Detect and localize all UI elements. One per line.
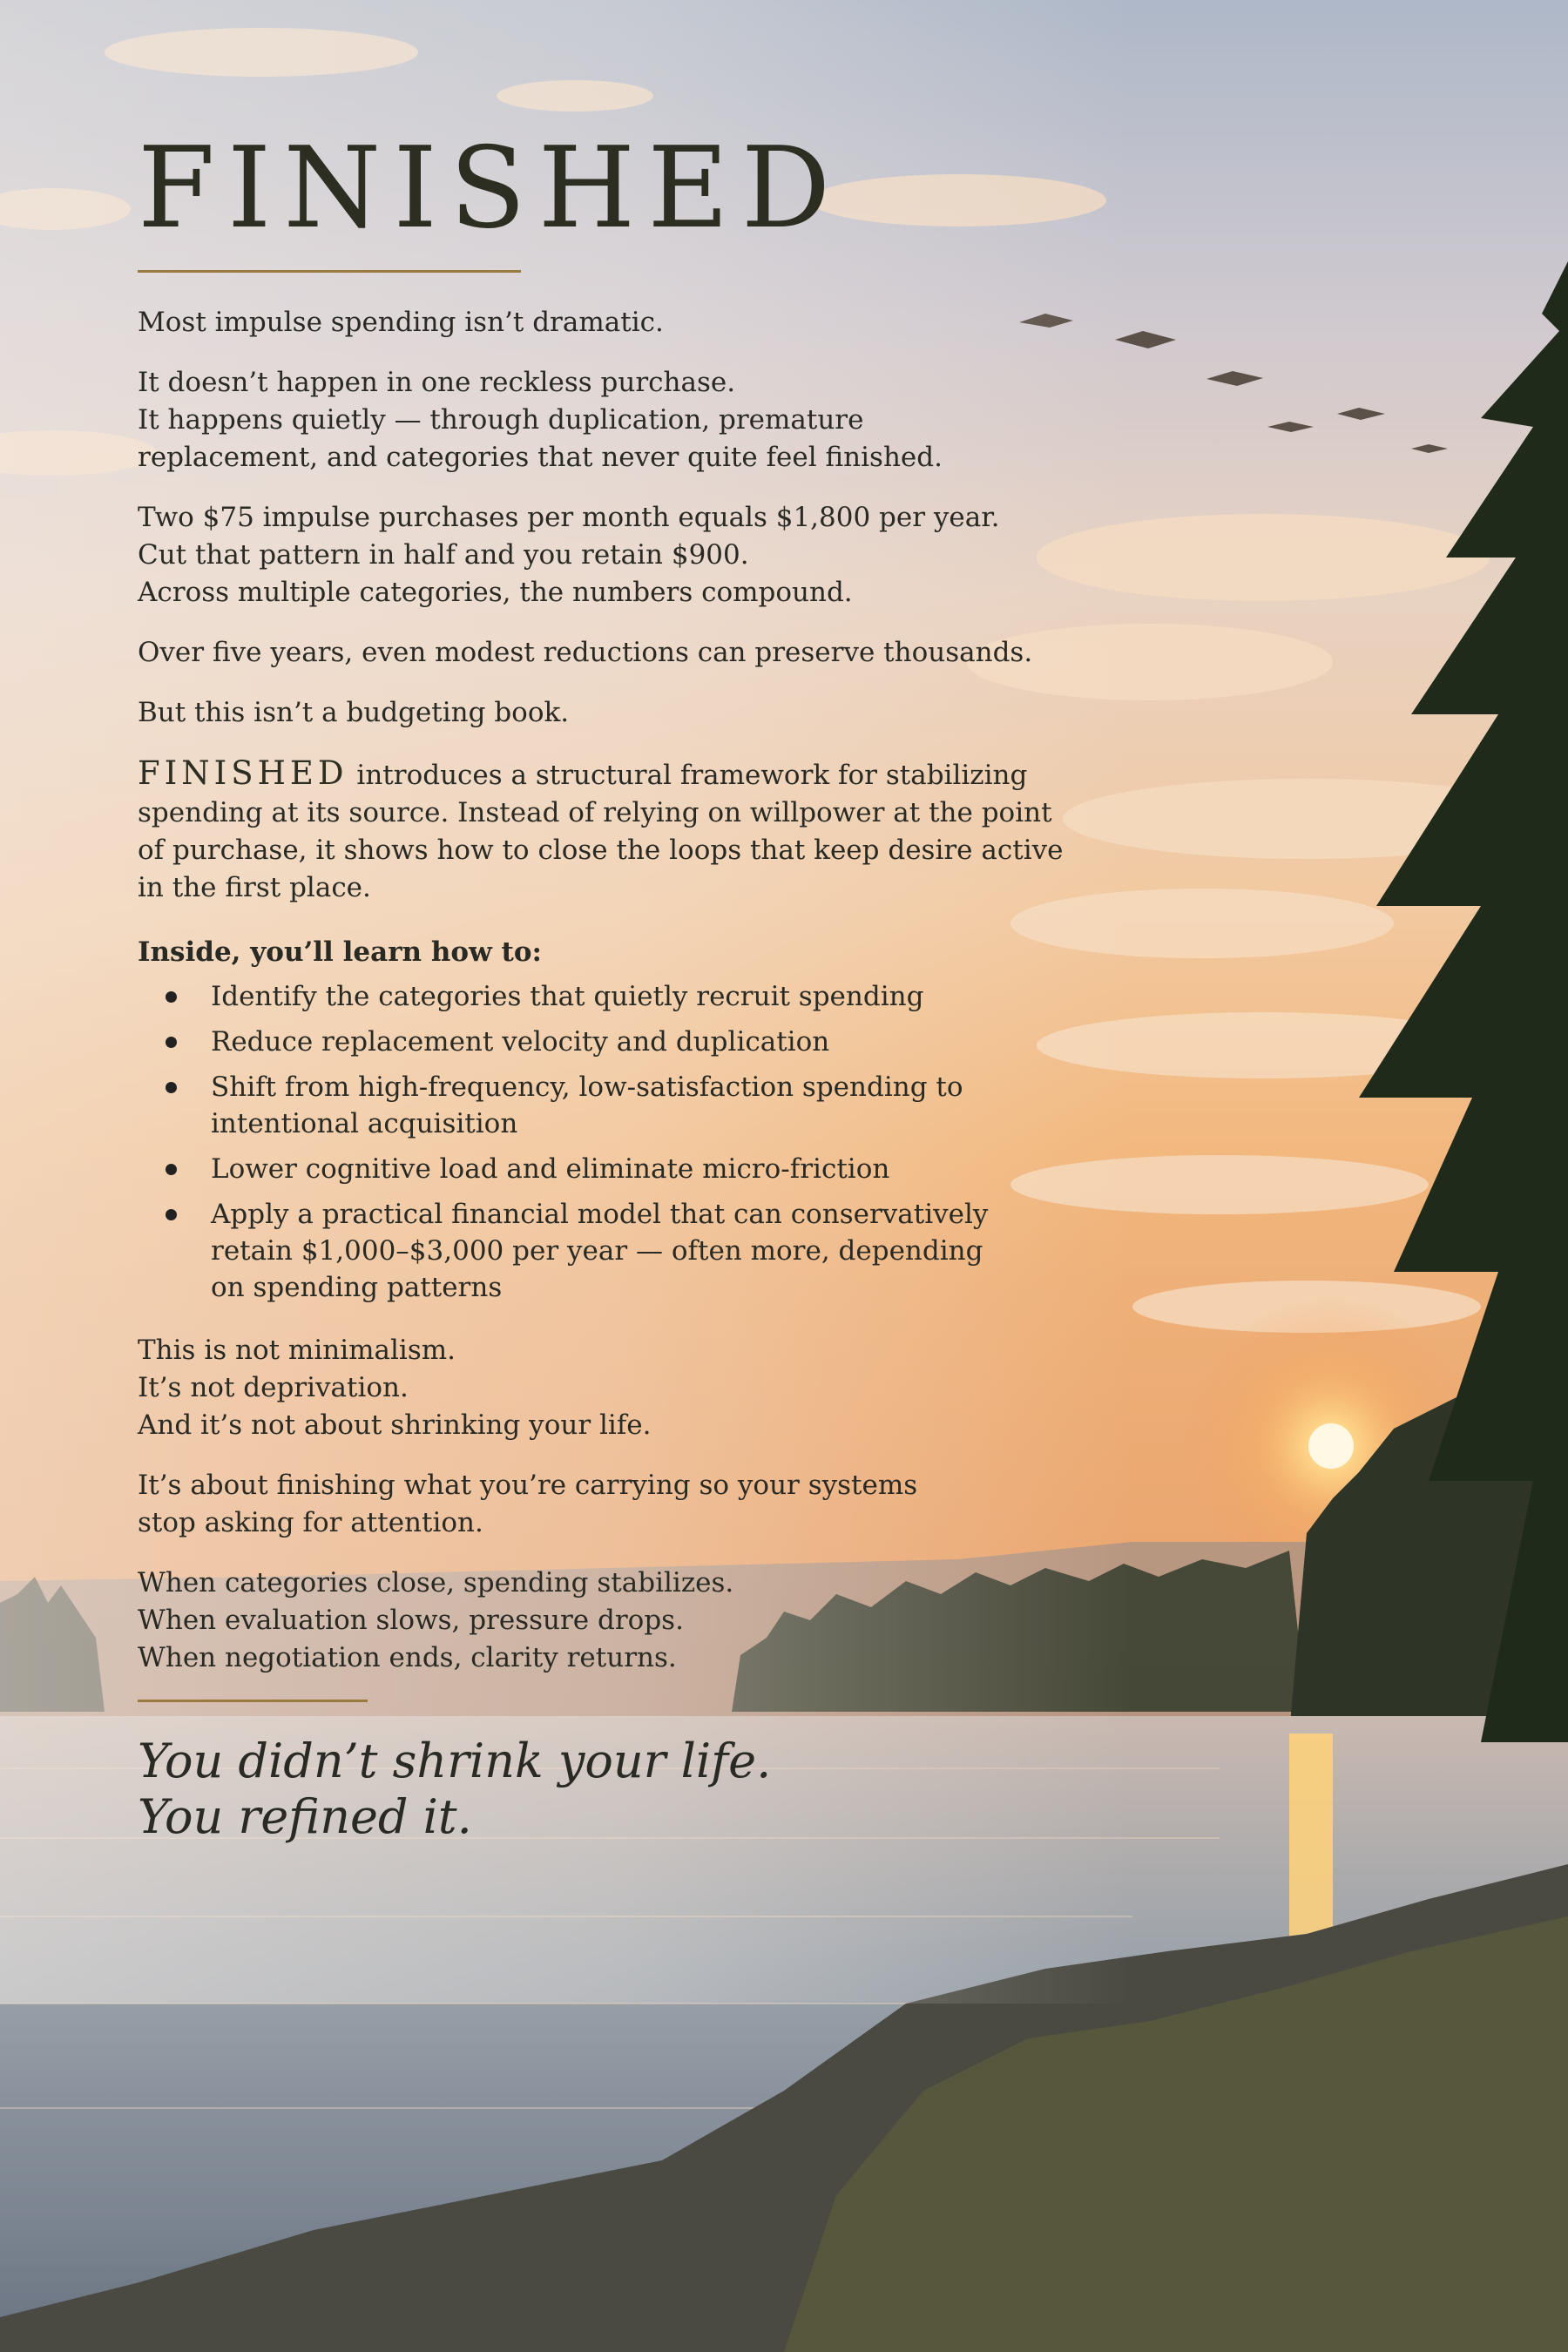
list-item-line: Identify the categories that quietly recruit spending [211,981,924,1013]
bullet-icon [166,1082,177,1093]
intro-paragraph-line: replacement, and categories that never quite feel finished. [138,442,943,474]
intro-paragraph-line: It doesn’t happen in one reckless purchase. [138,367,736,399]
framework-line: of purchase, it shows how to close the loops that keep desire active [138,835,1064,867]
intro-paragraph-line: It happens quietly — through duplication, premature [138,404,864,436]
outro-paragraph [138,1332,1087,1444]
intro-paragraph [138,499,1087,612]
inside-heading: Inside, you’ll learn how to: [138,936,543,969]
outro-paragraph-line: It’s about finishing what you’re carrying so your systems [138,1470,918,1502]
outro-paragraph-line: When evaluation slows, pressure drops. [138,1605,684,1637]
closing-quote [138,1734,1087,1845]
list-item-line: on spending patterns [211,1272,503,1304]
list-item [138,1069,1087,1142]
intro-paragraph-line: Two $75 impulse purchases per month equals $1,800 per year. [138,502,1000,534]
list-item-line: Shift from high-frequency, low-satisfaction spending to [211,1071,963,1104]
outro-paragraph-line: And it’s not about shrinking your life. [138,1409,652,1442]
list-item-line: Apply a practical financial model that can conservatively [211,1199,989,1231]
bullet-icon [166,1164,177,1175]
bullet-icon [166,1037,177,1048]
list-item-line: retain $1,000–$3,000 per year — often more, depending [211,1235,983,1267]
list-item [138,1196,1087,1306]
intro-paragraph [138,364,1087,476]
intro-paragraph-line: Over five years, even modest reductions can preserve thousands. [138,637,1033,669]
list-item-line: intentional acquisition [211,1108,518,1140]
framework-line: in the first place. [138,872,371,904]
divider-bottom [138,1700,368,1702]
outro-paragraph-line: When categories close, spending stabilizes. [138,1567,734,1599]
intro-paragraph [138,634,1087,672]
framework-first-line [138,754,1087,794]
intro-paragraph [138,304,1087,341]
learn-list [138,978,1087,1306]
page-title: FINISHED [138,124,843,253]
outro-section [138,1332,1087,1677]
outro-paragraph [138,1467,1087,1542]
intro-paragraph [138,694,1087,732]
book-description [138,124,1087,1845]
intro-paragraph-line: But this isn’t a budgeting book. [138,697,570,729]
outro-paragraph-line: This is not minimalism. [138,1335,456,1367]
list-item [138,1024,1087,1060]
outro-paragraph-line: When negotiation ends, clarity returns. [138,1642,677,1674]
list-item [138,1151,1087,1187]
intro-paragraph-line: Across multiple categories, the numbers compound. [138,577,853,609]
list-item [138,978,1087,1015]
divider-top [138,270,521,273]
intro-paragraph-line: Cut that pattern in half and you retain $900. [138,539,749,571]
framework-first-line-rest: introduces a structural framework for stabilizing [348,760,1028,792]
list-item-line: Reduce replacement velocity and duplication [211,1026,830,1058]
framework-lead: FINISHED [138,754,348,793]
bullet-icon [166,991,177,1003]
framework-paragraph [138,754,1087,907]
outro-paragraph-line: stop asking for attention. [138,1507,483,1539]
sun [1308,1423,1354,1469]
framework-line: spending at its source. Instead of relying on willpower at the point [138,797,1052,829]
list-item-line: Lower cognitive load and eliminate micro-friction [211,1153,890,1186]
outro-paragraph-line: It’s not deprivation. [138,1372,409,1404]
closing-line: You didn’t shrink your life. [138,1734,772,1789]
closing-line: You refined it. [138,1789,472,1845]
intro-section [138,304,1087,732]
intro-paragraph-line: Most impulse spending isn’t dramatic. [138,307,664,339]
bullet-icon [166,1209,177,1220]
outro-paragraph [138,1565,1087,1677]
